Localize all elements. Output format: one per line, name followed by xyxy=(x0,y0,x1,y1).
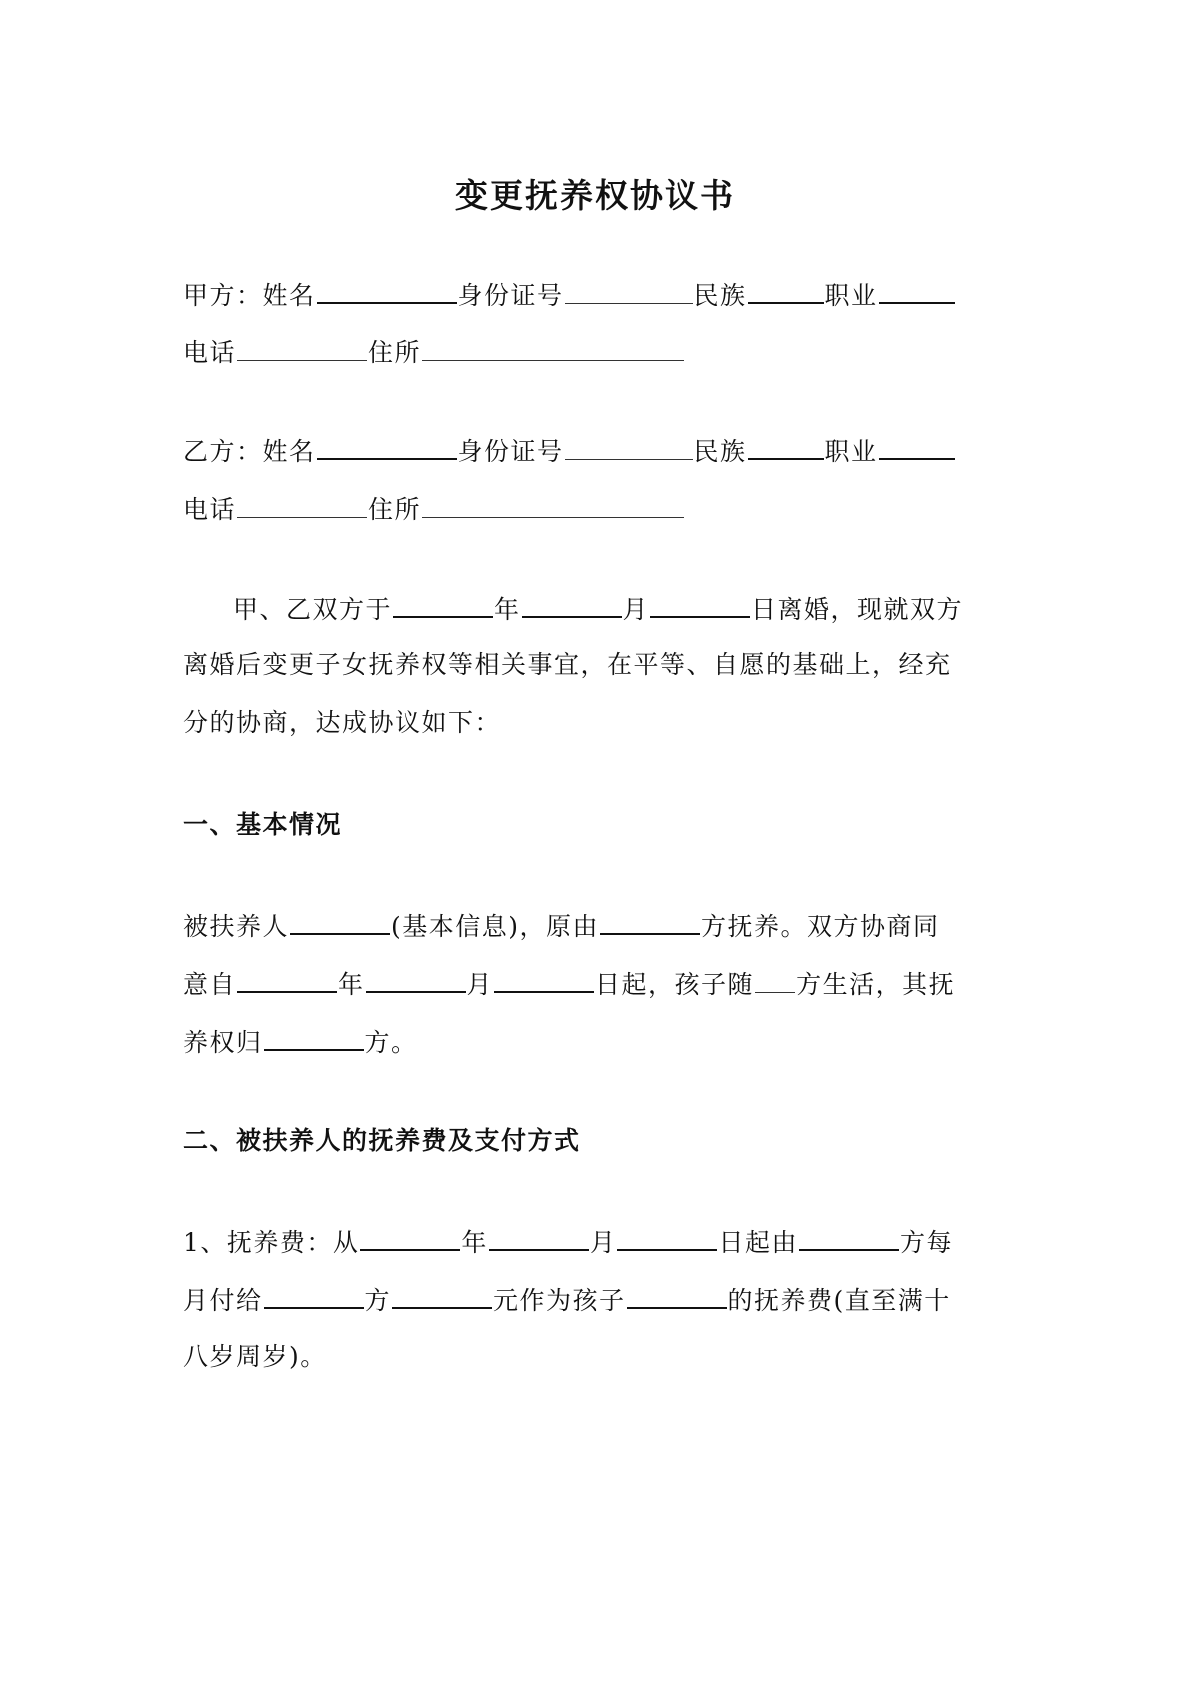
support-start-month-field[interactable] xyxy=(489,1223,589,1251)
party-a-address-field[interactable] xyxy=(422,334,684,361)
dependent-name-field[interactable] xyxy=(290,907,390,935)
section-2-text: 年 xyxy=(461,1228,488,1257)
section-2-line-3: 八岁周岁)。 xyxy=(183,1342,327,1371)
section-1-line-3 xyxy=(183,1023,418,1060)
section-1-heading: 一、基本情况 xyxy=(183,810,343,839)
section-1-line-1 xyxy=(183,907,940,944)
party-a-occupation-label: 职业 xyxy=(824,281,878,310)
intro-text: 日离婚，现就双方 xyxy=(751,595,964,624)
party-b-ethnicity-label: 民族 xyxy=(693,437,747,466)
payee-party-field[interactable] xyxy=(264,1281,364,1309)
divorce-day-field[interactable] xyxy=(650,590,750,618)
party-b-ethnicity-field[interactable] xyxy=(748,432,824,460)
child-name-field[interactable] xyxy=(627,1281,727,1309)
section-1-text: 被扶养人 xyxy=(183,912,290,941)
party-a-line-1 xyxy=(183,276,956,313)
start-year-field[interactable] xyxy=(237,965,337,993)
support-start-day-field[interactable] xyxy=(617,1223,717,1251)
section-2-text: 元作为孩子 xyxy=(493,1286,626,1315)
section-1-text: (基本信息)，原由 xyxy=(391,912,600,941)
party-a-address-label: 住所 xyxy=(368,338,422,367)
party-a-id-field[interactable] xyxy=(565,277,693,304)
section-2-text: 方 xyxy=(364,1286,392,1315)
party-a-occupation-field[interactable] xyxy=(879,276,955,304)
start-month-field[interactable] xyxy=(366,965,466,993)
party-a-line-2 xyxy=(183,334,685,370)
original-party-field[interactable] xyxy=(600,907,700,935)
party-b-line-1 xyxy=(183,432,956,469)
section-1-text: 日起，孩子随 xyxy=(595,970,755,999)
intro-line-2: 离婚后变更子女抚养权等相关事宜，在平等、自愿的基础上，经充 xyxy=(183,650,952,679)
party-b-phone-field[interactable] xyxy=(237,491,367,518)
section-2-text: 日起由 xyxy=(718,1228,798,1257)
section-1-text: 方。 xyxy=(364,1028,418,1057)
divorce-month-field[interactable] xyxy=(522,590,622,618)
party-a-ethnicity-label: 民族 xyxy=(693,281,747,310)
section-1-text: 意自 xyxy=(183,970,237,999)
section-2-text: 的抚养费(直至满十 xyxy=(727,1286,951,1315)
section-2-text: 1、抚养费：从 xyxy=(183,1228,360,1257)
section-1-text: 方生活，其抚 xyxy=(796,970,956,999)
section-1-text: 年 xyxy=(338,970,365,999)
section-2-text: 月 xyxy=(589,1228,617,1257)
divorce-year-field[interactable] xyxy=(393,590,493,618)
party-a-phone-label: 电话 xyxy=(183,338,237,367)
party-b-address-field[interactable] xyxy=(422,491,684,518)
document-title: 变更抚养权协议书 xyxy=(455,176,735,215)
section-1-text: 养权归 xyxy=(183,1028,263,1057)
party-b-occupation-field[interactable] xyxy=(879,432,955,460)
section-2-text: 方每 xyxy=(899,1228,953,1257)
intro-line-3: 分的协商，达成协议如下： xyxy=(183,708,502,737)
section-2-line-2 xyxy=(183,1281,951,1318)
party-b-name-label: 乙方：姓名 xyxy=(183,437,316,466)
start-day-field[interactable] xyxy=(494,965,594,993)
living-party-field[interactable] xyxy=(755,966,795,993)
intro-text: 甲、乙双方于 xyxy=(233,595,393,624)
intro-month-label: 月 xyxy=(622,595,650,624)
payer-party-field[interactable] xyxy=(799,1223,899,1251)
section-1-text: 月 xyxy=(466,970,494,999)
custody-party-field[interactable] xyxy=(264,1023,364,1051)
section-2-heading: 二、被扶养人的抚养费及支付方式 xyxy=(183,1126,581,1155)
party-a-ethnicity-field[interactable] xyxy=(748,276,824,304)
party-b-name-field[interactable] xyxy=(317,432,457,460)
party-a-name-field[interactable] xyxy=(317,276,457,304)
party-b-line-2 xyxy=(183,491,685,527)
section-1-text: 方抚养。双方协商同 xyxy=(701,912,940,941)
party-b-id-label: 身份证号 xyxy=(457,437,564,466)
party-b-id-field[interactable] xyxy=(565,433,693,460)
section-1-line-2 xyxy=(183,965,955,1002)
party-a-name-label: 甲方：姓名 xyxy=(183,281,316,310)
party-b-phone-label: 电话 xyxy=(183,495,237,524)
party-a-id-label: 身份证号 xyxy=(457,281,564,310)
party-b-address-label: 住所 xyxy=(368,495,422,524)
support-start-year-field[interactable] xyxy=(360,1223,460,1251)
section-2-text: 月付给 xyxy=(183,1286,263,1315)
party-b-occupation-label: 职业 xyxy=(824,437,878,466)
intro-year-label: 年 xyxy=(494,595,521,624)
support-amount-field[interactable] xyxy=(392,1281,492,1309)
section-2-line-1 xyxy=(183,1223,953,1260)
intro-line-1 xyxy=(183,590,963,627)
party-a-phone-field[interactable] xyxy=(237,334,367,361)
